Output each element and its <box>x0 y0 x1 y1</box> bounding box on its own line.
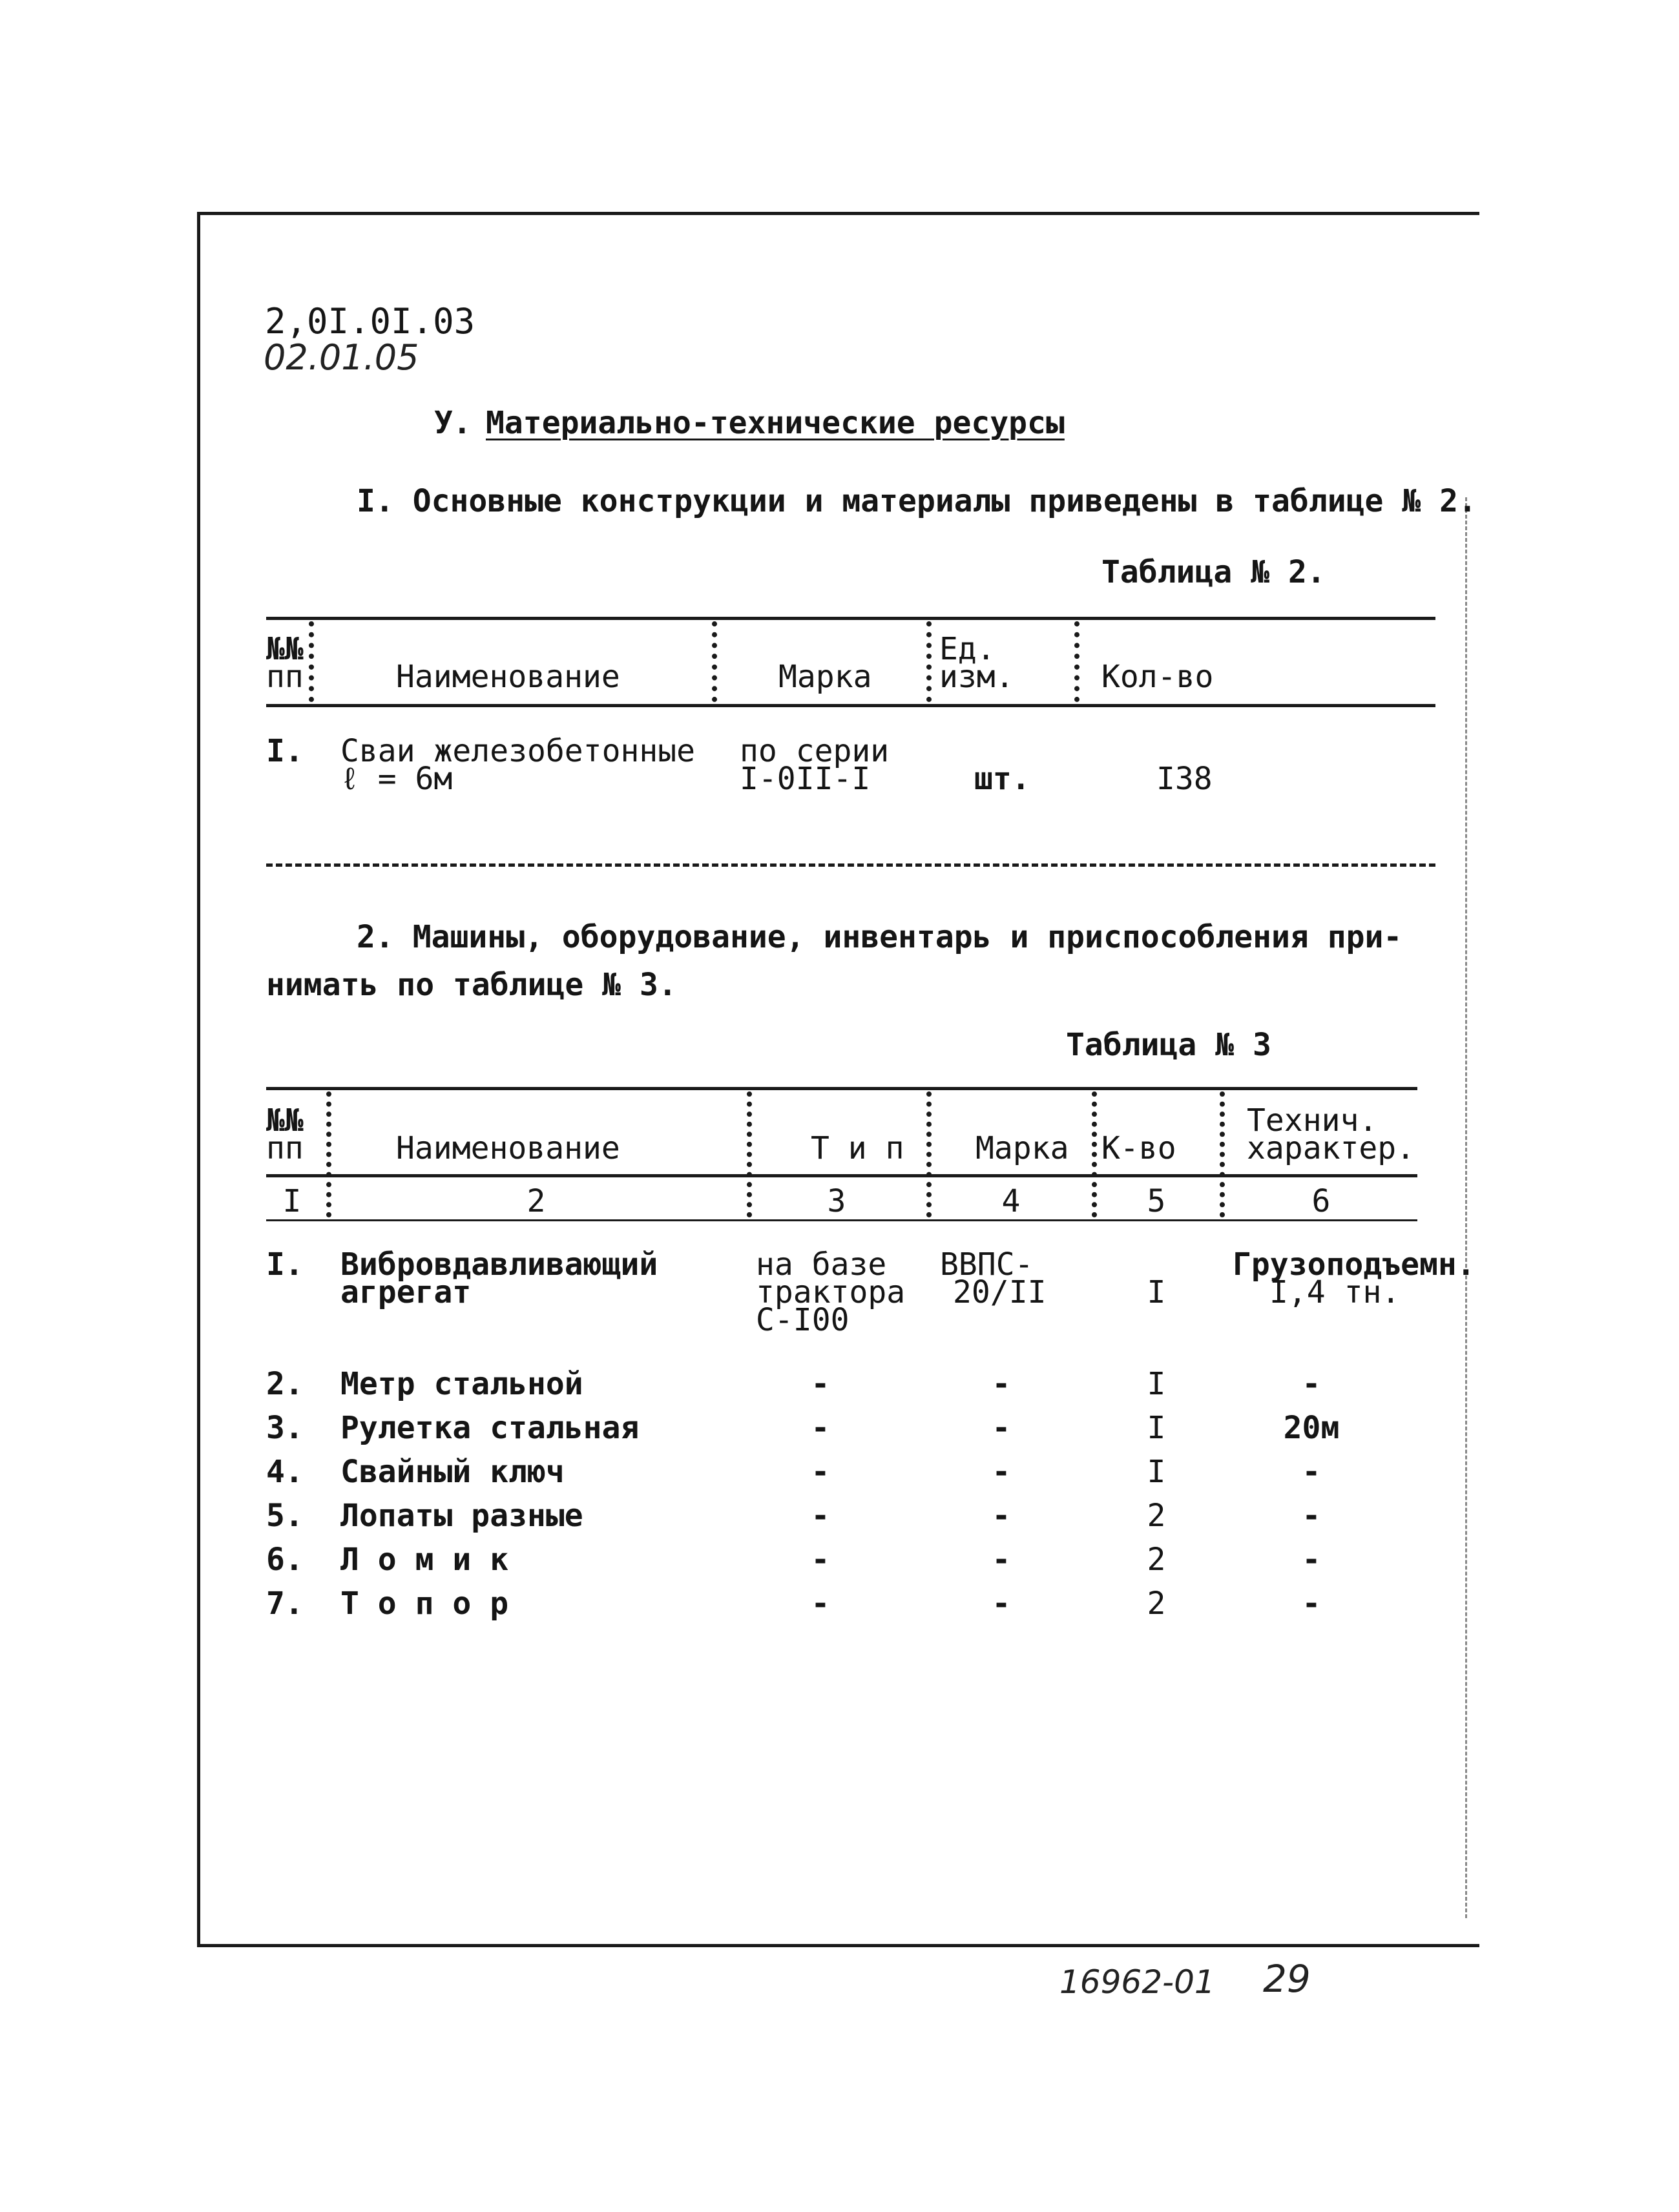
page-frame-left <box>197 212 200 1947</box>
table3-cell-type: - <box>811 1498 830 1534</box>
table3-cell-num: 3. <box>266 1410 304 1446</box>
table3-header-rule <box>266 1174 1417 1177</box>
table3-cell-num: 2. <box>266 1366 304 1402</box>
table2-col-divider <box>309 621 314 702</box>
paragraph-2-line1: 2. Машины, оборудование, инвентарь и приспособления при- <box>357 919 1403 955</box>
table3-cell-num: 7. <box>266 1586 304 1622</box>
table2-header-num: пп <box>266 659 304 695</box>
table3-cell-qty: I <box>1147 1366 1166 1402</box>
table3-header-num: пп <box>266 1130 304 1166</box>
table3-cell-mark: - <box>992 1454 1011 1490</box>
table3-cell-qty: I <box>1147 1274 1166 1310</box>
table3-top-rule <box>266 1087 1417 1090</box>
doc-code-handwritten: 02.01.05 <box>264 337 419 378</box>
table3-header-mark: Марка <box>975 1130 1069 1166</box>
table3-cell-mark: ВВПС- <box>940 1246 1034 1283</box>
table3-cell-spec: Грузоподъемн. <box>1233 1246 1476 1283</box>
table3-cell-type: трактора <box>756 1274 906 1310</box>
table3-cell-name: Метр стальной <box>340 1366 583 1402</box>
table2-cell-name: ℓ = 6м <box>340 761 453 797</box>
table3-colnum: 2 <box>527 1183 546 1219</box>
table3-cell-qty: 2 <box>1147 1542 1166 1578</box>
table3-cell-mark: - <box>992 1498 1011 1534</box>
table3-cell-qty: I <box>1147 1410 1166 1446</box>
table3-cell-type: - <box>811 1542 830 1578</box>
page-frame-right <box>1465 497 1467 1918</box>
table3-cell-spec: - <box>1302 1366 1321 1402</box>
table3-col-divider <box>926 1091 932 1217</box>
table3-header-spec: Технич. <box>1247 1102 1378 1139</box>
table2-cell-num: I. <box>266 733 304 769</box>
table3-cell-spec: - <box>1302 1542 1321 1578</box>
table3-cell-qty: 2 <box>1147 1586 1166 1622</box>
table3-cell-name: Рулетка стальная <box>340 1410 640 1446</box>
table3-col-divider <box>1220 1091 1225 1217</box>
table3-cell-num: 6. <box>266 1542 304 1578</box>
table3-cell-type: С-I00 <box>756 1302 850 1338</box>
table3-cell-name: Л о м и к <box>340 1542 509 1578</box>
table3-colnum: I <box>282 1183 302 1219</box>
table3-cell-spec: 20м <box>1283 1410 1340 1446</box>
table2-header-num: №№ <box>266 631 304 667</box>
table2-header-unit: Ед. <box>939 631 996 667</box>
table2-header-qty: Кол-во <box>1101 659 1214 695</box>
table3-cell-type: - <box>811 1366 830 1402</box>
table3-cell-spec: - <box>1302 1454 1321 1490</box>
table3-cell-name: Т о п о р <box>340 1586 509 1622</box>
table3-header-type: Т и п <box>811 1130 904 1166</box>
table3-cell-num: 5. <box>266 1498 304 1534</box>
table3-header-name: Наименование <box>396 1130 620 1166</box>
table2-col-divider <box>712 621 717 702</box>
table3-cell-qty: I <box>1147 1454 1166 1490</box>
doc-code-printed: 2,0I.0I.03 <box>265 301 475 342</box>
table3-cell-qty: 2 <box>1147 1498 1166 1534</box>
table3-cell-num: 4. <box>266 1454 304 1490</box>
table3-cell-type: - <box>811 1586 830 1622</box>
table3-col-divider <box>326 1091 331 1217</box>
table3-cell-name: Вибровдавливающий <box>340 1246 658 1283</box>
table3-colnum-rule <box>266 1219 1417 1221</box>
table3-header-num: №№ <box>266 1102 304 1139</box>
table3-colnum: 3 <box>827 1183 846 1219</box>
page-frame-bottom <box>197 1944 1479 1947</box>
table3-cell-name: Свайный ключ <box>340 1454 565 1490</box>
table3-cell-name: Лопаты разные <box>340 1498 583 1534</box>
table3-cell-mark: - <box>992 1366 1011 1402</box>
table3-cell-type: на базе <box>756 1246 887 1283</box>
table3-caption: Таблица № 3 <box>1066 1027 1271 1063</box>
table3-cell-spec: - <box>1302 1586 1321 1622</box>
table2-header-mark: Марка <box>778 659 872 695</box>
dashed-separator <box>266 863 1435 867</box>
paragraph-2-line2: нимать по таблице № 3. <box>266 967 677 1003</box>
table2-caption: Таблица № 2. <box>1101 554 1326 590</box>
table3-cell-num: I. <box>266 1246 304 1283</box>
table3-col-divider <box>747 1091 752 1217</box>
page-frame-top <box>197 212 1479 215</box>
table3-cell-spec: I,4 тн. <box>1269 1274 1401 1310</box>
table2-cell-unit: шт. <box>974 761 1030 797</box>
table3-cell-type: - <box>811 1410 830 1446</box>
table2-col-divider <box>926 621 932 702</box>
table2-top-rule <box>266 617 1435 620</box>
table2-cell-name: Сваи железобетонные <box>340 733 696 769</box>
table3-cell-type: - <box>811 1454 830 1490</box>
table2-cell-mark: по серии <box>740 733 890 769</box>
table2-cell-qty: I38 <box>1156 761 1213 797</box>
footer-doc-number: 16962-01 <box>1059 1963 1215 2001</box>
footer-page-number: 29 <box>1263 1957 1311 2001</box>
table3-col-divider <box>1092 1091 1097 1217</box>
paragraph-1: I. Основные конструкции и материалы приведены в таблице № 2. <box>357 483 1477 519</box>
table3-cell-mark: - <box>992 1586 1011 1622</box>
table2-col-divider <box>1074 621 1079 702</box>
table3-cell-spec: - <box>1302 1498 1321 1534</box>
table2-cell-mark: I-0II-I <box>740 761 871 797</box>
table3-colnum: 4 <box>1001 1183 1021 1219</box>
table3-cell-mark: - <box>992 1542 1011 1578</box>
table2-header-unit: изм. <box>939 659 1014 695</box>
table3-colnum: 6 <box>1311 1183 1331 1219</box>
section-number: У. <box>434 405 472 441</box>
table2-header-rule <box>266 704 1435 707</box>
table2-header-name: Наименование <box>396 659 620 695</box>
table3-header-qty: К-во <box>1101 1130 1176 1166</box>
table3-cell-name: агрегат <box>340 1274 472 1310</box>
section-title: Материально-технические ресурсы <box>486 405 1065 441</box>
table3-header-spec: характер. <box>1247 1130 1415 1166</box>
table3-cell-mark: 20/II <box>953 1274 1047 1310</box>
table3-colnum: 5 <box>1147 1183 1166 1219</box>
table3-cell-mark: - <box>992 1410 1011 1446</box>
